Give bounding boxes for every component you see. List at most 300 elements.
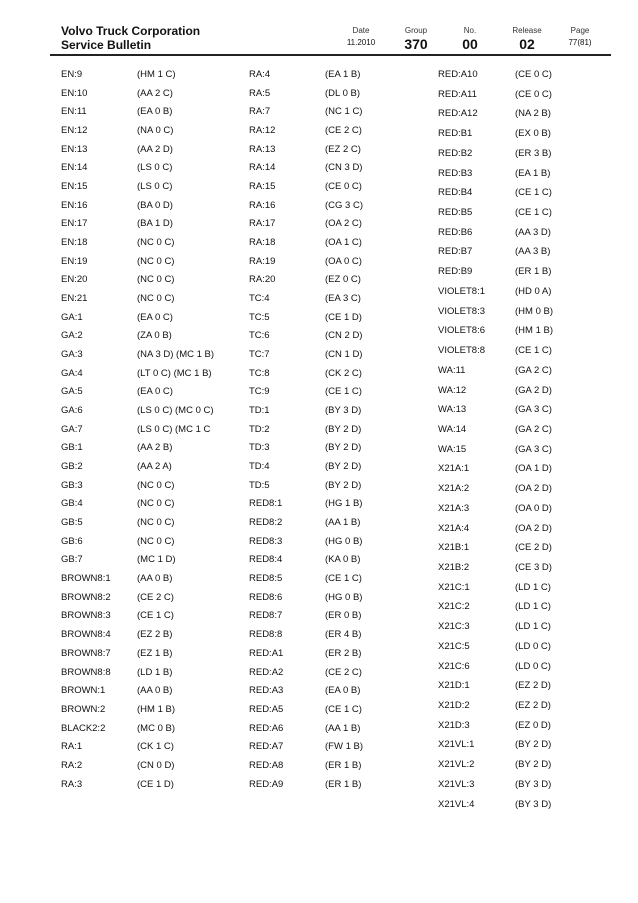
- header-divider: [50, 54, 611, 56]
- connector-pin: RA:15: [249, 181, 276, 193]
- grid-location: (ER 1 B): [325, 759, 362, 771]
- connector-row: [249, 495, 429, 514]
- connector-pin: WA:15: [438, 443, 467, 455]
- grid-location: (NC 0 C): [137, 479, 175, 491]
- connector-row: [249, 365, 429, 384]
- connector-pin: RED:A9: [249, 778, 284, 790]
- connector-pin: RED:A6: [249, 722, 284, 734]
- grid-location: (ER 3 B): [515, 147, 552, 159]
- grid-location: (EA 1 B): [325, 69, 361, 80]
- connector-row: [61, 626, 241, 645]
- grid-location: (BY 2 D): [325, 479, 362, 491]
- connector-row: [438, 421, 598, 441]
- connector-row: [249, 271, 429, 290]
- grid-location: (AA 2 C): [137, 87, 173, 99]
- grid-location: (ER 2 B): [325, 647, 362, 659]
- connector-row: [61, 327, 241, 346]
- connector-row: [438, 796, 598, 816]
- grid-location: (BY 2 D): [325, 423, 362, 435]
- connector-pin: VIOLET8:8: [438, 345, 485, 357]
- connector-pin: RED:A7: [249, 741, 284, 753]
- connector-row: [61, 477, 241, 496]
- grid-location: (EA 0 C): [137, 311, 173, 323]
- grid-location: (NC 1 C): [325, 106, 363, 118]
- page-field: [550, 26, 610, 49]
- connector-row: [438, 382, 598, 402]
- grid-location: (MC 0 B): [137, 722, 175, 734]
- connector-pin: RA:17: [249, 218, 276, 230]
- connector-row: [438, 776, 598, 796]
- grid-location: (EZ 1 B): [137, 647, 173, 659]
- grid-location: (CN 2 D): [325, 330, 363, 342]
- grid-location: (LS 0 C): [137, 181, 173, 193]
- connector-row: [438, 342, 598, 362]
- connector-pin: TC:4: [249, 293, 270, 305]
- connector-row: [438, 638, 598, 658]
- connector-row: [61, 439, 241, 458]
- grid-location: (CE 1 D): [137, 778, 174, 790]
- grid-location: (OA 2 D): [515, 522, 552, 534]
- grid-location: (OA 2 D): [515, 483, 552, 495]
- grid-location: (CE 2 D): [515, 542, 552, 554]
- grid-location: (NC 0 C): [137, 498, 175, 510]
- connector-row: [61, 607, 241, 626]
- connector-pin: RED:A3: [249, 685, 284, 697]
- connector-row: [61, 85, 241, 104]
- grid-location: (NA 2 B): [515, 108, 551, 120]
- connector-row: [249, 533, 429, 552]
- connector-row: [61, 720, 241, 739]
- grid-location: (ER 1 B): [515, 266, 552, 278]
- grid-location: (BY 3 D): [515, 798, 552, 810]
- connector-pin: TD:5: [249, 479, 270, 491]
- grid-location: (HM 0 B): [515, 305, 553, 317]
- grid-location: (NC 0 C): [137, 517, 175, 529]
- connector-row: [61, 103, 241, 122]
- connector-pin: BROWN8:2: [61, 591, 111, 603]
- connector-row: [438, 480, 598, 500]
- connector-row: [249, 85, 429, 104]
- connector-pin: GA:7: [61, 423, 83, 435]
- date-value: 11.2010: [346, 38, 376, 47]
- grid-location: (HG 0 B): [325, 535, 363, 547]
- grid-location: (EA 0 B): [325, 685, 361, 697]
- connector-row: [249, 720, 429, 739]
- grid-location: (GA 2 C): [515, 423, 552, 435]
- release-field: [497, 26, 557, 51]
- connector-row: [249, 664, 429, 683]
- connector-row: [249, 402, 429, 421]
- connector-pin: EN:11: [61, 106, 87, 118]
- connector-row: [249, 607, 429, 626]
- connector-pin: X21A:1: [438, 463, 470, 475]
- connector-row: [61, 346, 241, 365]
- connector-pin: TC:8: [249, 367, 270, 379]
- grid-location: (BY 2 D): [515, 739, 552, 751]
- connector-pin: RA:5: [249, 87, 271, 99]
- date-field: [331, 26, 391, 49]
- connector-row: [438, 441, 598, 461]
- grid-location: (OA 2 C): [325, 218, 362, 230]
- connector-row: [249, 738, 429, 757]
- connector-pin: TD:2: [249, 423, 270, 435]
- connector-row: [249, 122, 429, 141]
- connector-row: [249, 589, 429, 608]
- grid-location: (CE 0 C): [515, 88, 552, 100]
- connector-pin: X21C:5: [438, 640, 470, 652]
- company-name: Volvo Truck Corporation: [61, 24, 201, 38]
- connector-row: [61, 290, 241, 309]
- grid-location: (CE 2 C): [137, 591, 174, 603]
- connector-row: [249, 66, 429, 85]
- connector-row: [249, 439, 429, 458]
- grid-location: (ER 4 B): [325, 629, 362, 641]
- connector-row: [438, 243, 598, 263]
- grid-location: (GA 2 C): [515, 364, 552, 376]
- connector-pin: RED:B2: [438, 147, 473, 159]
- connector-pin: X21D:3: [438, 719, 470, 731]
- connector-pin: WA:12: [438, 384, 467, 396]
- connector-pin: TD:4: [249, 461, 270, 473]
- connector-row: [438, 105, 598, 125]
- group-field: [386, 26, 446, 51]
- connector-row: [438, 86, 598, 106]
- grid-location: (CE 3 D): [515, 561, 552, 573]
- grid-location: (LD 1 B): [137, 666, 173, 678]
- connector-row: [61, 533, 241, 552]
- connector-pin: GB:5: [61, 517, 83, 529]
- connector-row: [249, 178, 429, 197]
- connector-row: [61, 589, 241, 608]
- grid-location: (EX 0 B): [515, 128, 551, 140]
- connector-row: [438, 145, 598, 165]
- connector-pin: RED:A10: [438, 69, 478, 80]
- grid-location: (CE 1 C): [325, 703, 362, 715]
- connector-row: [61, 234, 241, 253]
- connector-row: [438, 697, 598, 717]
- connector-pin: EN:14: [61, 162, 88, 174]
- connector-pin: BROWN8:1: [61, 573, 111, 585]
- grid-location: (MC 1 D): [137, 554, 176, 566]
- grid-location: (KA 0 B): [325, 554, 361, 566]
- page-label: Page: [570, 26, 590, 35]
- grid-location: (EZ 2 D): [515, 680, 551, 692]
- grid-location: (LS 0 C) (MC 1 C: [137, 423, 211, 435]
- connector-pin: EN:15: [61, 181, 88, 193]
- connector-pin: RED:A1: [249, 647, 284, 659]
- connector-row: [61, 682, 241, 701]
- grid-location: (BY 3 D): [515, 778, 552, 790]
- connector-pin: RA:1: [61, 741, 83, 753]
- connector-pin: RA:16: [249, 199, 276, 211]
- connector-pin: EN:18: [61, 237, 88, 249]
- grid-location: (CE 2 C): [325, 666, 362, 678]
- grid-location: (NC 0 C): [137, 535, 175, 547]
- connector-row: [249, 234, 429, 253]
- connector-row: [438, 204, 598, 224]
- connector-row: [249, 514, 429, 533]
- grid-location: (HD 0 A): [515, 285, 552, 297]
- connector-pin: WA:13: [438, 404, 467, 416]
- connector-pin: RED8:4: [249, 554, 283, 566]
- connector-pin: RED8:8: [249, 629, 283, 641]
- connector-row: [249, 570, 429, 589]
- grid-location: (EA 3 C): [325, 293, 361, 305]
- grid-location: (LD 1 C): [515, 621, 551, 633]
- connector-row: [438, 736, 598, 756]
- connector-row: [438, 460, 598, 480]
- grid-location: (LS 0 C): [137, 162, 173, 174]
- connector-row: [61, 738, 241, 757]
- number-label: No.: [463, 26, 477, 35]
- grid-location: (AA 2 B): [137, 442, 173, 454]
- connector-pin: X21VL:2: [438, 759, 475, 771]
- connector-row: [438, 401, 598, 421]
- connector-row: [438, 322, 598, 342]
- connector-pin: GA:6: [61, 405, 83, 417]
- connector-row: [61, 551, 241, 570]
- connector-row: [249, 626, 429, 645]
- connector-pin: X21C:6: [438, 660, 470, 672]
- connector-pin: RA:4: [249, 69, 271, 80]
- connector-row: [249, 159, 429, 178]
- connector-row: [61, 664, 241, 683]
- connector-pin: X21D:1: [438, 680, 470, 692]
- grid-location: (NC 0 C): [137, 274, 175, 286]
- connector-row: [61, 458, 241, 477]
- grid-location: (CE 1 C): [325, 386, 362, 398]
- connector-pin: RA:19: [249, 255, 276, 267]
- connector-pin: RED:A11: [438, 88, 477, 100]
- connector-pin: EN:19: [61, 255, 88, 267]
- connector-row: [61, 122, 241, 141]
- connector-pin: RED8:3: [249, 535, 283, 547]
- connector-row: [438, 658, 598, 678]
- connector-pin: GB:3: [61, 479, 83, 491]
- connector-pin: RED:A12: [438, 108, 478, 120]
- grid-location: (LD 1 C): [515, 581, 551, 593]
- connector-row: [61, 159, 241, 178]
- connector-row: [438, 579, 598, 599]
- grid-location: (LD 0 C): [515, 640, 551, 652]
- connector-row: [61, 383, 241, 402]
- connector-pin: GA:3: [61, 349, 83, 361]
- connector-pin: VIOLET8:1: [438, 285, 485, 297]
- connector-pin: EN:12: [61, 125, 88, 137]
- connector-pin: VIOLET8:6: [438, 325, 485, 337]
- connector-row: [438, 717, 598, 737]
- connector-row: [438, 500, 598, 520]
- connector-pin: RED:B3: [438, 167, 473, 179]
- connector-row: [438, 184, 598, 204]
- grid-location: (NC 0 C): [137, 255, 175, 267]
- grid-location: (AA 3 D): [515, 226, 551, 238]
- connector-pin: EN:21: [61, 293, 88, 305]
- connector-pin: RA:7: [249, 106, 271, 118]
- connector-row: [438, 539, 598, 559]
- number-field: [440, 26, 500, 51]
- connector-pin: X21A:4: [438, 522, 470, 534]
- connector-pin: X21C:2: [438, 601, 470, 613]
- connector-row: [61, 757, 241, 776]
- connector-pin: BROWN8:3: [61, 610, 111, 622]
- grid-location: (GA 3 C): [515, 404, 552, 416]
- release-value: 02: [519, 36, 535, 52]
- grid-location: (BY 2 D): [325, 442, 362, 454]
- grid-location: (LD 0 C): [515, 660, 551, 672]
- connector-pin: RA:3: [61, 778, 83, 790]
- connector-row: [438, 125, 598, 145]
- grid-location: (CE 1 C): [325, 573, 362, 585]
- grid-location: (ER 0 B): [325, 610, 362, 622]
- connector-pin: GA:2: [61, 330, 83, 342]
- grid-location: (EA 1 B): [515, 167, 551, 179]
- connector-pin: RED:B7: [438, 246, 473, 258]
- connector-row: [61, 66, 241, 85]
- connector-row: [438, 756, 598, 776]
- grid-location: (EZ 0 C): [325, 274, 361, 286]
- grid-location: (BY 2 D): [325, 461, 362, 473]
- grid-location: (OA 1 D): [515, 463, 552, 475]
- connector-pin: RED:B4: [438, 187, 473, 199]
- connector-pin: EN:16: [61, 199, 88, 211]
- connector-row: [438, 283, 598, 303]
- connector-pin: X21A:3: [438, 502, 470, 514]
- connector-row: [438, 303, 598, 323]
- grid-location: (EZ 2 D): [515, 700, 551, 711]
- grid-location: (ER 1 B): [325, 778, 362, 790]
- connector-row: [438, 520, 598, 540]
- connector-row: [61, 365, 241, 384]
- grid-location: (FW 1 B): [325, 741, 363, 753]
- connector-row: [61, 421, 241, 440]
- connector-pin: GB:6: [61, 535, 83, 547]
- grid-location: (BA 0 D): [137, 199, 173, 211]
- connector-row: [249, 682, 429, 701]
- grid-location: (AA 0 B): [137, 685, 173, 697]
- connector-pin: RED:B5: [438, 207, 473, 219]
- release-label: Release: [512, 26, 542, 35]
- connector-pin: TD:3: [249, 442, 270, 454]
- grid-location: (AA 3 B): [515, 246, 551, 258]
- grid-location: (EA 0 C): [137, 386, 173, 398]
- connector-pin: RED:A5: [249, 703, 284, 715]
- connector-pin: RED:A2: [249, 666, 284, 678]
- connector-row: [249, 253, 429, 272]
- connector-row: [249, 701, 429, 720]
- connector-row: [249, 197, 429, 216]
- connector-pin: TC:7: [249, 349, 270, 361]
- connector-row: [61, 570, 241, 589]
- grid-location: (OA 1 C): [325, 237, 362, 249]
- connector-row: [249, 645, 429, 664]
- grid-location: (CN 1 D): [325, 349, 363, 361]
- connector-pin: X21VL:1: [438, 739, 475, 751]
- connector-pin: X21A:2: [438, 483, 470, 495]
- connector-pin: RA:14: [249, 162, 276, 174]
- grid-location: (HM 1 B): [515, 325, 553, 337]
- connector-pin: RED8:6: [249, 591, 283, 603]
- connector-row: [249, 383, 429, 402]
- connector-pin: BROWN:1: [61, 685, 106, 697]
- connector-row: [249, 141, 429, 160]
- connector-pin: EN:9: [61, 69, 83, 80]
- connector-row: [438, 263, 598, 283]
- grid-location: (EZ 0 D): [515, 719, 551, 731]
- grid-location: (CE 0 C): [325, 181, 362, 193]
- connector-pin: RED:A8: [249, 759, 284, 771]
- connector-row: [249, 477, 429, 496]
- grid-location: (EZ 2 C): [325, 143, 361, 155]
- connector-pin: RED8:5: [249, 573, 283, 585]
- grid-location: (CE 1 D): [325, 311, 362, 323]
- connector-pin: RED:B6: [438, 226, 473, 238]
- connector-row: [61, 645, 241, 664]
- grid-location: (CE 1 C): [515, 207, 552, 219]
- grid-location: (CE 2 C): [325, 125, 362, 137]
- connector-row: [438, 598, 598, 618]
- connector-pin: WA:14: [438, 423, 467, 435]
- connector-row: [249, 346, 429, 365]
- connector-row: [61, 141, 241, 160]
- grid-location: (HG 0 B): [325, 591, 363, 603]
- connector-row: [249, 421, 429, 440]
- connector-pin: GA:1: [61, 311, 83, 323]
- connector-pin: X21C:1: [438, 581, 470, 593]
- connector-pin: EN:17: [61, 218, 88, 230]
- connector-row: [249, 776, 429, 795]
- connector-pin: GB:7: [61, 554, 83, 566]
- grid-location: (AA 2 D): [137, 143, 173, 155]
- grid-location: (HM 1 B): [137, 703, 175, 715]
- connector-pin: GA:5: [61, 386, 83, 398]
- grid-location: (BY 2 D): [515, 759, 552, 771]
- connector-row: [61, 271, 241, 290]
- group-label: Group: [404, 26, 428, 35]
- connector-pin: RA:13: [249, 143, 276, 155]
- grid-location: (NA 0 C): [137, 125, 174, 137]
- connector-row: [249, 458, 429, 477]
- connector-row: [438, 559, 598, 579]
- grid-location: (CN 0 D): [137, 759, 175, 771]
- connector-column-1: [61, 66, 241, 794]
- connector-row: [61, 514, 241, 533]
- connector-pin: TD:1: [249, 405, 270, 417]
- connector-pin: RA:20: [249, 274, 276, 286]
- connector-pin: RED:B1: [438, 128, 473, 140]
- connector-pin: RED8:7: [249, 610, 283, 622]
- grid-location: (LT 0 C) (MC 1 B): [137, 367, 212, 379]
- grid-location: (EZ 2 B): [137, 629, 173, 641]
- grid-location: (CE 1 C): [137, 610, 174, 622]
- grid-location: (CE 1 C): [515, 187, 552, 199]
- connector-pin: X21B:2: [438, 561, 470, 573]
- connector-row: [438, 362, 598, 382]
- grid-location: (DL 0 B): [325, 87, 361, 99]
- grid-location: (LS 0 C) (MC 0 C): [137, 405, 214, 417]
- connector-pin: X21VL:4: [438, 798, 475, 810]
- connector-pin: EN:13: [61, 143, 88, 155]
- grid-location: (EA 0 B): [137, 106, 173, 118]
- grid-location: (ZA 0 B): [137, 330, 172, 342]
- grid-location: (OA 0 C): [325, 255, 362, 267]
- connector-pin: TC:9: [249, 386, 270, 398]
- connector-row: [438, 618, 598, 638]
- document-type: Service Bulletin: [61, 38, 152, 52]
- connector-pin: BLACK2:2: [61, 722, 106, 734]
- page-value: 77(81): [568, 38, 592, 47]
- connector-row: [438, 66, 598, 86]
